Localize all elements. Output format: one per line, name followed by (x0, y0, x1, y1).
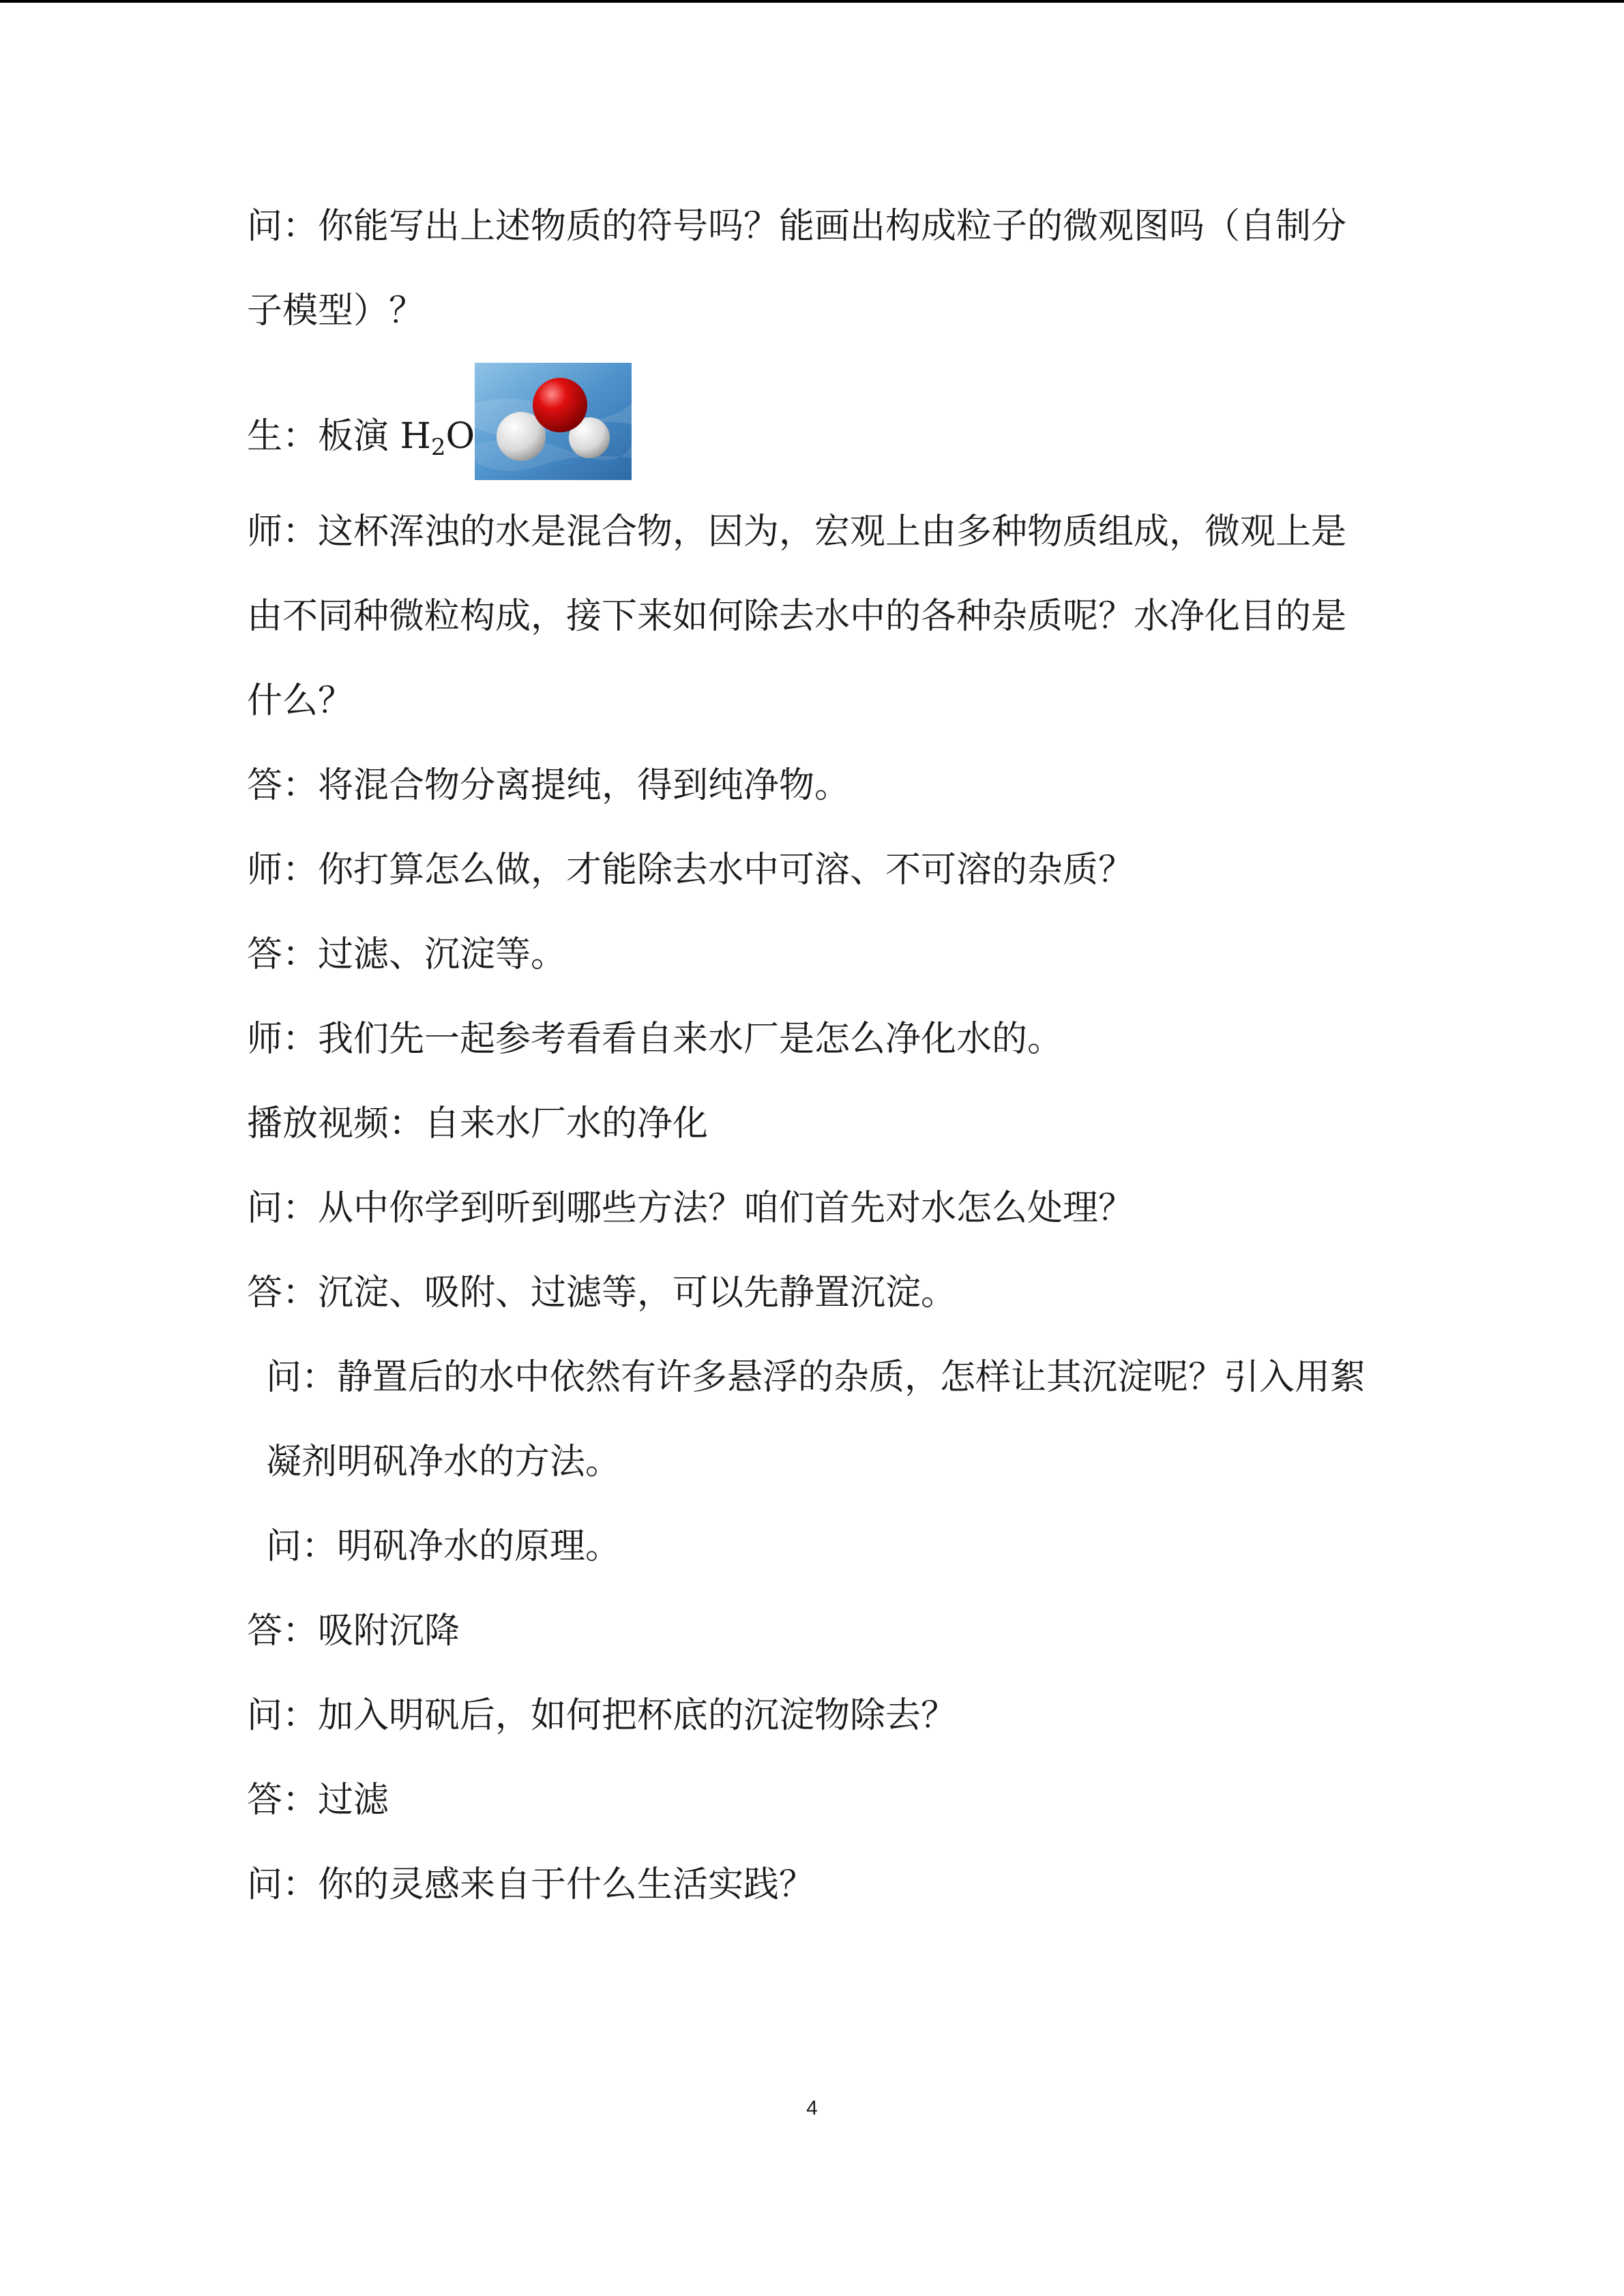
paragraph-question-suspended: 问：静置后的水中依然有许多悬浮的杂质，怎样让其沉淀呢？引入用絮凝剂明矾净水的方法。 (266, 1357, 1366, 1482)
paragraph-question-symbols: 问：你能写出上述物质的符号吗？能画出构成粒子的微观图吗（自制分子模型）？ (247, 206, 1347, 331)
document-body (247, 184, 1379, 1927)
paragraph-answer-filter-settle: 答：过滤、沉淀等。 (247, 934, 567, 975)
formula-subscript: 2 (430, 434, 446, 461)
paragraph-answer-adsorb: 答：吸附沉降 (247, 1611, 460, 1652)
paragraph-answer-purify: 答：将混合物分离提纯，得到纯净物。 (247, 765, 851, 806)
paragraph-teacher-waterworks: 师：我们先一起参考看看自来水厂是怎么净化水的。 (247, 1019, 1063, 1060)
student-answer-line (247, 353, 1379, 490)
page-number: 4 (806, 2097, 818, 2119)
paragraph-question-alum: 问：明矾净水的原理。 (266, 1526, 621, 1567)
paragraph-question-remove-sediment: 问：加入明矾后，如何把杯底的沉淀物除去？ (247, 1695, 957, 1736)
paragraph-teacher-mixture: 师：这杯浑浊的水是混合物，因为，宏观上由多种物质组成，微观上是由不同种微粒构成，接下来如何除去水中的各种杂质呢？水净化目的是什么？ (247, 511, 1347, 721)
page-top-border (0, 0, 1624, 3)
paragraph-play-video: 播放视频：自来水厂水的净化 (247, 1103, 709, 1144)
formula-suffix: O (445, 416, 475, 457)
paragraph-question-inspiration: 问：你的灵感来自于什么生活实践？ (247, 1864, 815, 1905)
paragraph-question-methods: 问：从中你学到听到哪些方法？咱们首先对水怎么处理？ (247, 1188, 1134, 1229)
dialogue-paragraphs (247, 490, 1379, 1927)
formula-prefix: 生：板演 H (247, 416, 431, 457)
student-formula-text (247, 394, 475, 490)
water-molecule-icon (475, 363, 632, 480)
paragraph-teacher-method: 师：你打算怎么做，才能除去水中可溶、不可溶的杂质？ (247, 850, 1134, 891)
paragraph-answer-filter: 答：过滤 (247, 1780, 389, 1821)
paragraph-answer-methods: 答：沉淀、吸附、过滤等，可以先静置沉淀。 (247, 1272, 957, 1313)
